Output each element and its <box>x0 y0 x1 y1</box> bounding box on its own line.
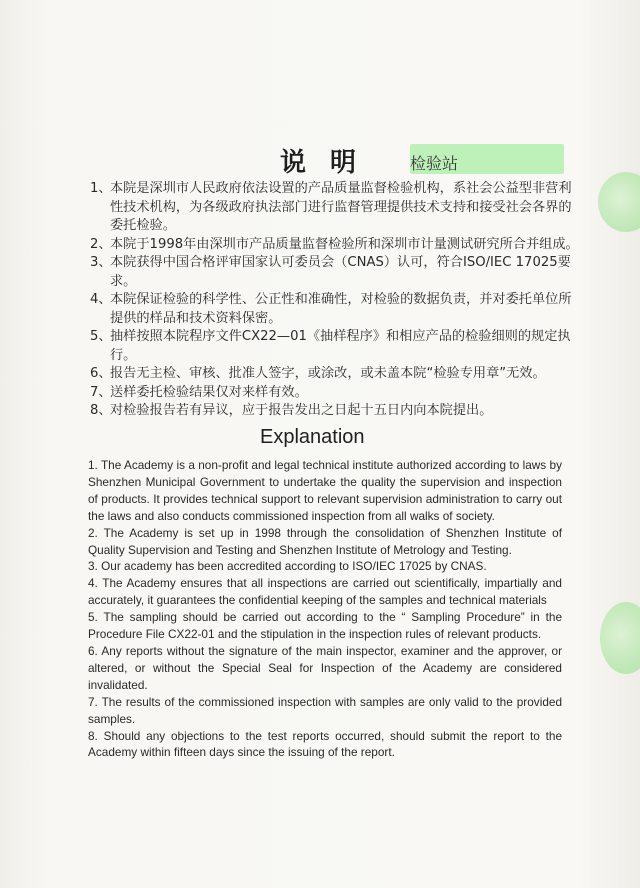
chinese-title: 说明 <box>280 148 381 178</box>
chinese-item-number: 1、 <box>90 181 112 196</box>
chinese-item-text: 对检验报告若有异议，应于报告发出之日起十五日内向本院提出。 <box>110 403 493 418</box>
english-item-1: 1. The Academy is a non-profit and legal technical institute authorized according to laws by Shenzhen Municipal Government to undertake the quality the supervision and inspection of products. It provides technical support to relevant supervision administration to carry out the laws and also conducts commissioned inspection from all walks of society. <box>88 458 562 523</box>
chinese-item-number: 6、 <box>90 366 112 381</box>
english-title: Explanation <box>260 426 365 448</box>
chinese-item-number: 8、 <box>90 403 112 418</box>
english-item-3: 3. Our academy has been accredited according to ISO/IEC 17025 by CNAS. <box>88 559 487 574</box>
english-item-2: 2. The Academy is set up in 1998 through the consolidation of Shenzhen Institute of Quality Supervision and Testing and Shenzhen Institute of Metrology and Testing. <box>88 525 562 557</box>
chinese-item-text: 本院获得中国合格评审国家认可委员会（CNAS）认可，符合ISO/IEC 17025要求。 <box>110 255 571 289</box>
chinese-item-number: 2、 <box>90 236 112 252</box>
english-item-4: 4. The Academy ensures that all inspections are carried out scientifically, impartially and accurately, it guarantees the confidential keeping of the samples and technical materials <box>88 576 562 608</box>
chinese-item-8 <box>90 402 580 421</box>
english-explanation-list <box>88 457 562 761</box>
chinese-item-6 <box>90 365 580 384</box>
chinese-item-number: 5、 <box>90 329 112 344</box>
english-item-5: 5. The sampling should be carried out according to the “ Sampling Procedure” in the Procedure File CX22-01 and the stipulation in the inspection rules of relevant products. <box>88 610 562 642</box>
chinese-item-4 <box>90 291 580 328</box>
english-item-6: 6. Any reports without the signature of the main inspector, examiner and the approver, or altered, or without the Special Seal for Inspection of the Academy are considered invalidated. <box>88 643 562 692</box>
chinese-item-3 <box>90 254 580 291</box>
chinese-item-text: 本院是深圳市人民政府依法设置的产品质量监督检验机构，系社会公益型非营利性技术机构，为各级政府执法部门进行监督管理提供技术支持和接受社会各界的委托检验。 <box>110 181 572 233</box>
chinese-item-number: 3、 <box>90 255 112 270</box>
seal-label: 检验站 <box>410 154 459 173</box>
chinese-item-5 <box>90 328 580 365</box>
chinese-item-1 <box>90 180 580 236</box>
chinese-item-number: 7、 <box>90 384 112 400</box>
chinese-item-text: 送样委托检验结果仅对来样有效。 <box>110 384 308 400</box>
chinese-item-7 <box>90 384 580 403</box>
chinese-item-2 <box>90 236 580 255</box>
chinese-item-text: 报告无主检、审核、批准人签字，或涂改，或未盖本院“检验专用章”无效。 <box>110 366 546 381</box>
chinese-item-text: 抽样按照本院程序文件CX22—01《抽样程序》和相应产品的检验细则的规定执行。 <box>110 329 571 363</box>
green-stamp-top <box>598 172 640 232</box>
chinese-explanation-list <box>90 180 580 421</box>
english-item-8: 8. Should any objections to the test reports occurred, should submit the report to the Academy within fifteen days since the issuing of the report. <box>88 728 562 760</box>
green-stamp-bottom <box>600 602 640 674</box>
chinese-item-text: 本院于1998年由深圳市产品质量监督检验所和深圳市计量测试研究所合并组成。 <box>110 236 579 252</box>
english-item-7: 7. The results of the commissioned inspection with samples are only valid to the provided samples. <box>88 694 562 726</box>
chinese-item-number: 4、 <box>90 292 112 307</box>
chinese-item-text: 本院保证检验的科学性、公正性和准确性，对检验的数据负责，并对委托单位所提供的样品和技术资料保密。 <box>110 292 572 326</box>
